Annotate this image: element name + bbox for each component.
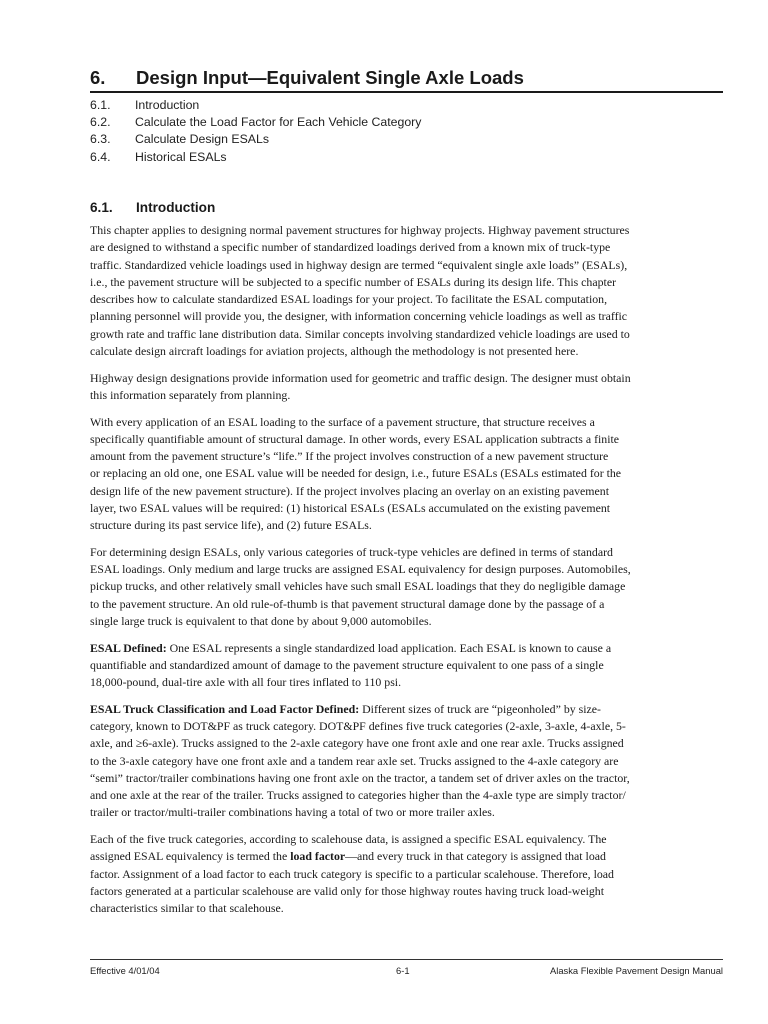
text-line: category, known to DOT&PF as truck category. DOT&PF defines five truck categories (2-axle, 3-axle, 4-axle, 5- xyxy=(90,719,626,733)
toc-item-label: Introduction xyxy=(135,98,200,112)
section-number: 6.1. xyxy=(90,200,113,215)
text-line: calculate design aircraft loadings for aviation projects, although the methodology is not presented here. xyxy=(90,343,579,358)
text-line: For determining design ESALs, only various categories of truck-type vehicles are defined in terms of standard xyxy=(90,544,613,559)
text-line xyxy=(90,848,723,865)
paragraph-esal-application xyxy=(90,414,723,535)
toc-item-number: 6.2. xyxy=(90,115,111,130)
text-line: Each of the five truck categories, according to scalehouse data, is assigned a specific ESAL equivalency. The xyxy=(90,832,607,846)
text-line xyxy=(90,701,723,718)
text-fragment: One ESAL represents a single standardized load application. Each ESAL is known to cause a xyxy=(166,640,612,655)
text-line: specifically quantifiable amount of structural damage. In other words, every ESAL application subtracts a finite xyxy=(90,431,620,446)
text-line: layer, two ESAL values will be required: (1) historical ESALs (ESALs accumulated on the existing pavement xyxy=(90,500,611,515)
text-line: or replacing an old one, one ESAL value will be needed for design, i.e., future ESALs (ESALs estimated for the xyxy=(90,466,622,481)
chapter-title xyxy=(90,66,723,90)
footer-manual-title: Alaska Flexible Pavement Design Manual xyxy=(549,965,723,976)
text-fragment: —and every truck in that category is assigned that load xyxy=(345,849,606,864)
text-line: 18,000-pound, dual-tire axle with all four tires inflated to 110 psi. xyxy=(90,675,402,689)
text-line: With every application of an ESAL loading to the surface of a pavement structure, that structure receives a xyxy=(90,414,595,429)
paragraph-esal-defined xyxy=(90,640,723,692)
paragraph-truck-classification xyxy=(90,701,723,822)
text-line: single large truck is equivalent to that done by about 9,000 automobiles. xyxy=(90,613,432,628)
toc-item-label: Historical ESALs xyxy=(135,149,227,164)
toc-item[interactable] xyxy=(90,131,723,148)
page-number: 6-1 xyxy=(396,965,410,976)
page-footer xyxy=(90,964,723,978)
toc-item[interactable] xyxy=(90,114,723,131)
text-line: are designed to withstand a specific number of standardized loadings derived from a known mix of truck-type xyxy=(90,240,611,255)
text-line: This chapter applies to designing normal pavement structures for highway projects. Highway pavement structures xyxy=(90,223,630,237)
toc-item[interactable] xyxy=(90,149,723,166)
load-factor-term: load factor xyxy=(290,849,346,864)
section-title: Introduction xyxy=(136,200,216,215)
footer-effective-date: Effective 4/01/04 xyxy=(90,965,160,976)
text-line: growth rate and traffic lane distribution data. Similar concepts involving standardized vehicle loadings are used to xyxy=(90,326,630,341)
text-line: Highway design designations provide information used for geometric and traffic design. The designer must obtain xyxy=(90,370,631,385)
text-line: and one axle at the rear of the trailer. Trucks assigned to categories higher than the 4-axle type are simply tractor/ xyxy=(90,788,626,802)
chapter-contents-list xyxy=(90,97,723,166)
chapter-title-text: Design Input—Equivalent Single Axle Loads xyxy=(136,67,524,88)
footer-rule xyxy=(90,959,723,960)
text-line: traffic. Standardized vehicle loadings used in highway design are termed “equivalent single axle loads” (ESALs), xyxy=(90,257,628,272)
body-text xyxy=(90,222,723,927)
paragraph-intro xyxy=(90,222,723,360)
text-line: factors generated at a particular scalehouse are valid only for those highway routes having truck load-weight xyxy=(90,883,605,898)
document-page xyxy=(90,0,723,1024)
text-line: trailer or tractor/multi-trailer combinations having a total of two or more trailer axles. xyxy=(90,805,495,820)
toc-item[interactable] xyxy=(90,97,723,114)
text-line: amount from the pavement structure’s “life.” If the project involves construction of a new pavement structure xyxy=(90,449,609,463)
paragraph-load-factor xyxy=(90,831,723,917)
toc-item-label: Calculate Design ESALs xyxy=(135,132,269,147)
text-line: to the pavement structure. An old rule-of-thumb is that pavement structural damage done by the passage of a xyxy=(90,596,605,611)
text-line: “semi” tractor/trailer combinations having one front axle on the tractor, a tandem set of driver axles on the tractor, xyxy=(90,770,630,785)
text-line: to the 3-axle category have one front axle and a tandem rear axle set. Trucks assigned to the 4-axle category are xyxy=(90,753,619,768)
chapter-number: 6. xyxy=(90,67,106,88)
toc-item-number: 6.1. xyxy=(90,98,111,112)
paragraph-design-esals xyxy=(90,544,723,630)
text-line: characteristics similar to that scalehouse. xyxy=(90,901,284,915)
text-line: pickup trucks, and other relatively small vehicles have such small ESAL loadings that they do negligible damage xyxy=(90,579,626,594)
text-line: planning personnel will provide you, the designer, with information concerning vehicle loadings as well as traffic xyxy=(90,309,628,324)
toc-item-number: 6.4. xyxy=(90,149,111,164)
toc-item-label: Calculate the Load Factor for Each Vehicle Category xyxy=(135,115,422,130)
paragraph-design-designations xyxy=(90,370,723,405)
text-line: factor. Assignment of a load factor to each truck category is specific to a particular scalehouse. Therefore, load xyxy=(90,866,614,881)
text-line: i.e., the pavement structure will be subjected to a specific number of ESALs during its design life. This chapter xyxy=(90,274,617,289)
text-line: this information separately from planning. xyxy=(90,387,291,402)
text-line: quantifiable and standardized amount of damage to the pavement structure equivalent to one pass of a single xyxy=(90,657,604,672)
text-fragment: assigned ESAL equivalency is termed the xyxy=(90,849,291,864)
paragraph-lead-term: ESAL Truck Classification and Load Factor Defined: xyxy=(90,701,360,716)
paragraph-lead-term: ESAL Defined: xyxy=(90,640,167,655)
text-line xyxy=(90,640,723,657)
text-fragment: Different sizes of truck are “pigeonholed” by size- xyxy=(359,701,601,716)
text-line: structure during its past service life), and (2) future ESALs. xyxy=(90,518,372,532)
text-line: describes how to calculate standardized ESAL loadings for your project. To facilitate the ESAL computation, xyxy=(90,292,608,306)
text-line: design life of the new pavement structure). If the project involves placing an overlay on an existing pavement xyxy=(90,483,609,498)
toc-item-number: 6.3. xyxy=(90,132,111,147)
text-line: ESAL loadings. Only medium and large trucks are assigned ESAL equivalency for design purposes. Automobiles, xyxy=(90,562,631,576)
section-heading xyxy=(90,199,215,217)
title-rule xyxy=(90,91,723,93)
text-line: axle, and ≥6-axle). Trucks assigned to the 2-axle category have one front axle and one rear axle. Trucks assigned xyxy=(90,736,624,751)
